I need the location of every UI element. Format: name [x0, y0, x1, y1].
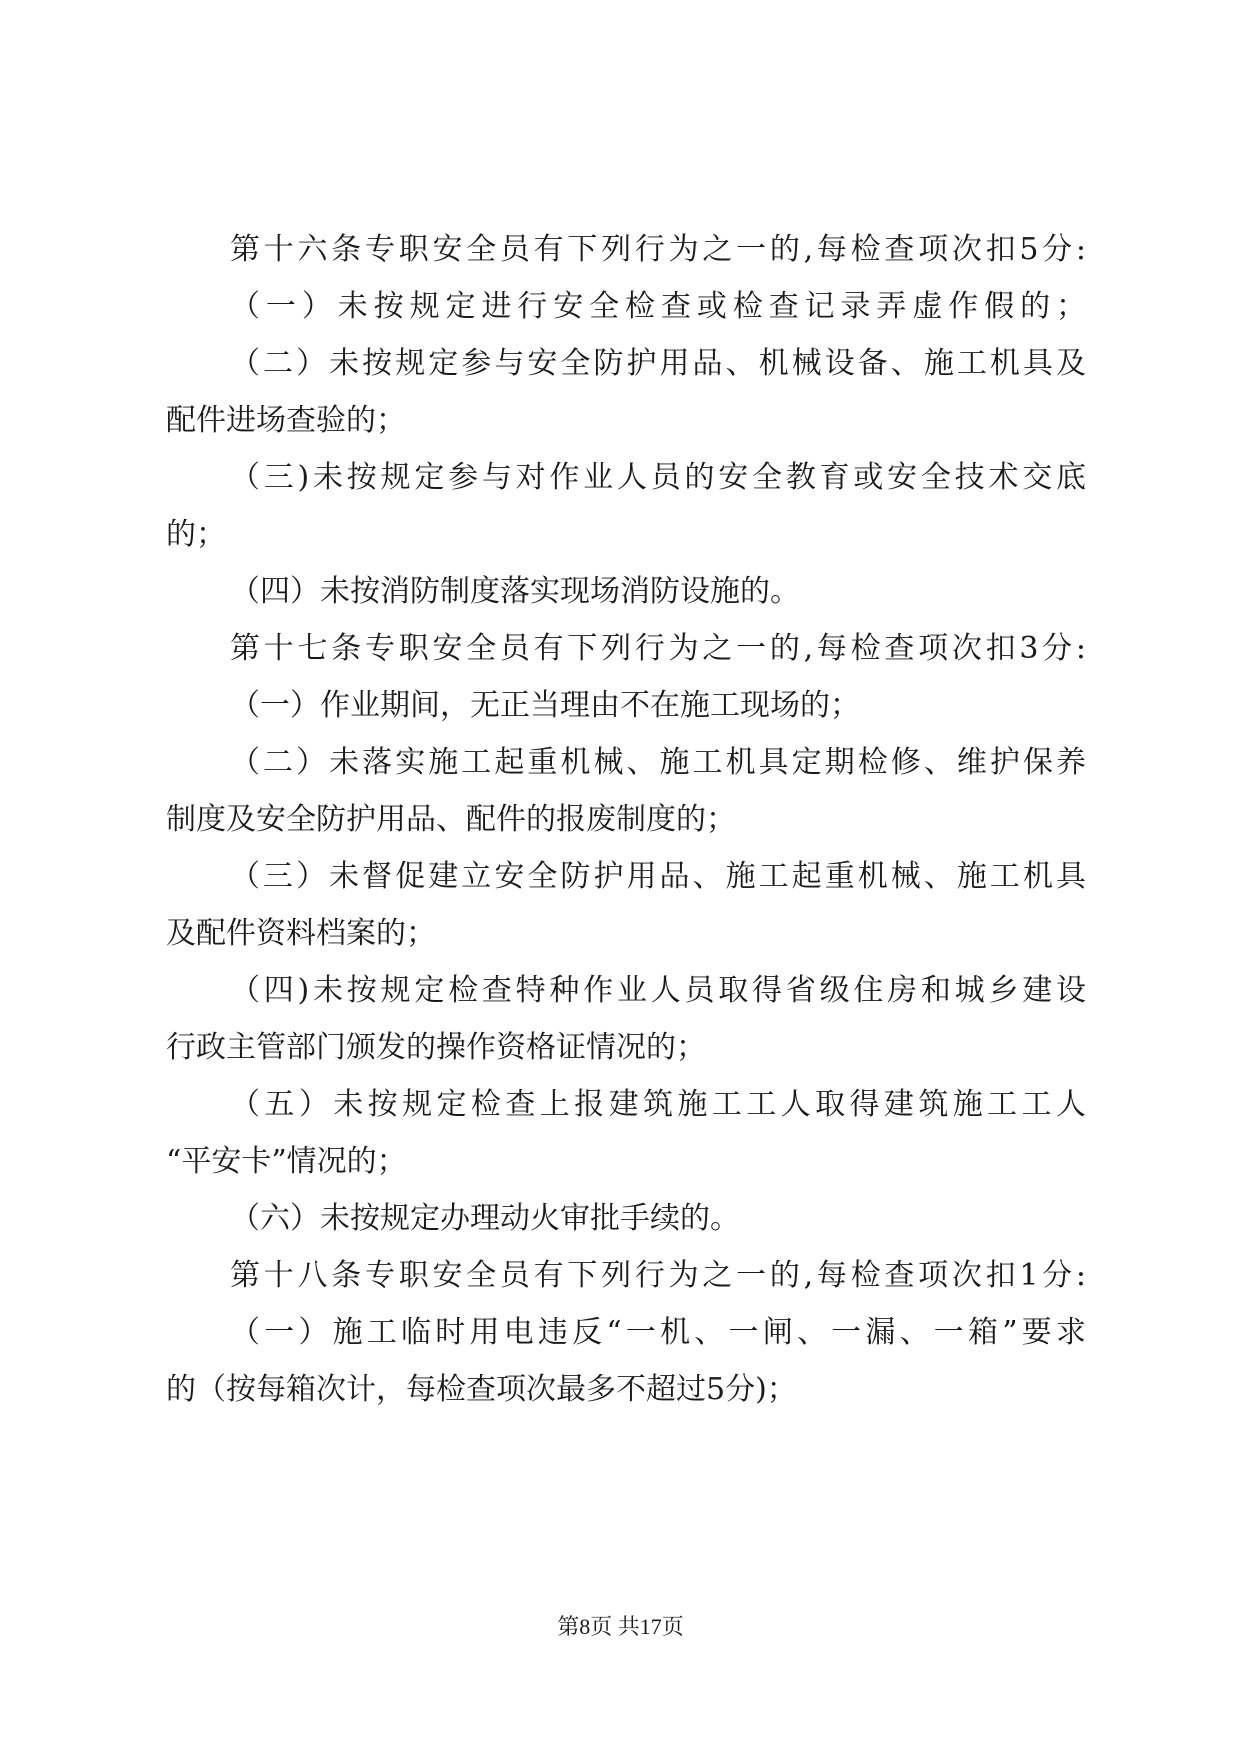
- paragraph-line: 的（按每箱次计，每检查项次最多不超过5分)；: [166, 1372, 797, 1407]
- paragraph-line: 制度及安全防护用品、配件的报废制度的；: [166, 802, 736, 837]
- paragraph-line: （六）未按规定办理动火审批手续的。: [230, 1201, 740, 1236]
- paragraph-line: 第十七条专职安全员有下列行为之一的,每检查项次扣3分:: [230, 631, 1086, 666]
- paragraph-line: “平安卡”情况的；: [166, 1144, 407, 1179]
- paragraph-line: （四)未按规定检查特种作业人员取得省级住房和城乡建设: [230, 973, 1086, 1008]
- paragraph-line: 及配件资料档案的；: [166, 916, 436, 951]
- paragraph-line: （五）未按规定检查上报建筑施工工人取得建筑施工工人: [230, 1087, 1086, 1122]
- paragraph-line: （一）未按规定进行安全检查或检查记录弄虚作假的；: [230, 289, 1086, 324]
- paragraph-line: （四）未按消防制度落实现场消防设施的。: [230, 574, 800, 609]
- paragraph-line: 配件进场查验的；: [166, 403, 406, 438]
- page-number-footer: 第8页 共17页: [557, 1614, 684, 1639]
- paragraph-line: 的；: [166, 517, 226, 552]
- paragraph-line: （三)未按规定参与对作业人员的安全教育或安全技术交底: [230, 460, 1086, 495]
- paragraph-line: （二）未按规定参与安全防护用品、机械设备、施工机具及: [230, 346, 1086, 381]
- paragraph-line: （三）未督促建立安全防护用品、施工起重机械、施工机具: [230, 859, 1086, 894]
- paragraph-line: 行政主管部门颁发的操作资格证情况的；: [166, 1030, 706, 1065]
- paragraph-line: （一）施工临时用电违反“一机、一闸、一漏、一箱”要求: [230, 1315, 1086, 1350]
- paragraph-line: （二）未落实施工起重机械、施工机具定期检修、维护保养: [230, 745, 1086, 780]
- paragraph-line: 第十八条专职安全员有下列行为之一的,每检查项次扣1分:: [230, 1258, 1086, 1293]
- paragraph-line: （一）作业期间，无正当理由不在施工现场的；: [230, 688, 860, 723]
- paragraph-line: 第十六条专职安全员有下列行为之一的,每检查项次扣5分:: [230, 232, 1086, 267]
